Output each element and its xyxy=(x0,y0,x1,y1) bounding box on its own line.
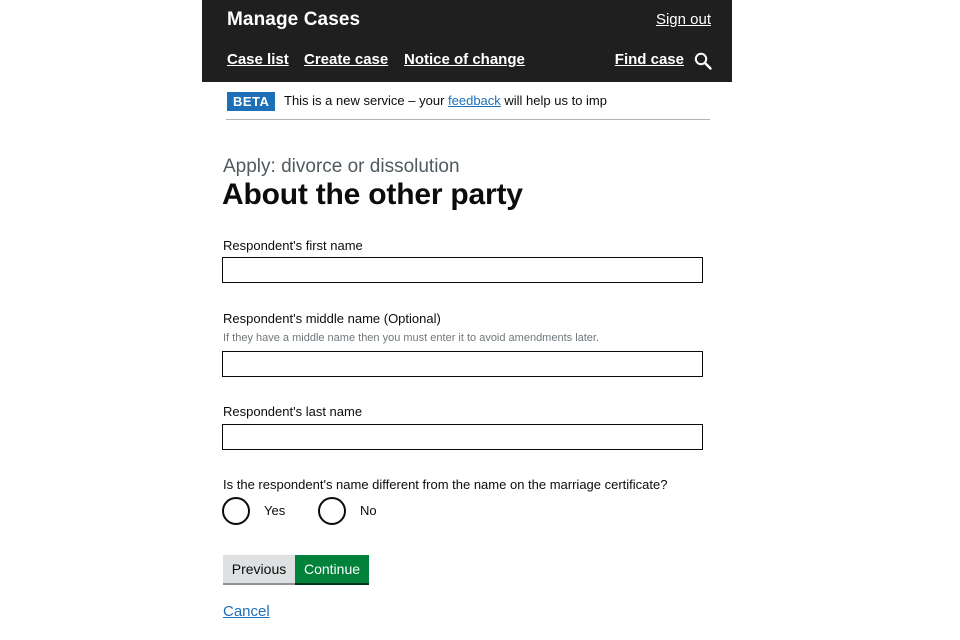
app-title: Manage Cases xyxy=(227,9,361,30)
middle-name-label: Respondent's middle name (Optional) xyxy=(223,311,441,326)
page-title: About the other party xyxy=(222,178,523,211)
first-name-label: Respondent's first name xyxy=(223,238,363,253)
nav-notice-of-change[interactable]: Notice of change xyxy=(404,51,525,68)
continue-button[interactable]: Continue xyxy=(295,555,369,583)
search-icon[interactable] xyxy=(694,52,712,70)
name-different-question: Is the respondent's name different from the name on the marriage certificate? xyxy=(223,477,668,492)
last-name-label: Respondent's last name xyxy=(223,404,363,419)
feedback-link[interactable]: feedback xyxy=(448,93,501,108)
cancel-link[interactable]: Cancel xyxy=(223,603,270,620)
beta-tag: BETA xyxy=(227,92,275,111)
radio-yes[interactable] xyxy=(222,497,250,525)
last-name-input[interactable] xyxy=(222,424,703,450)
find-case-link[interactable]: Find case xyxy=(614,51,684,68)
phase-banner xyxy=(226,89,710,120)
middle-name-hint: If they have a middle name then you must enter it to avoid amendments later. xyxy=(223,332,600,344)
previous-button[interactable]: Previous xyxy=(223,555,295,583)
nav-create-case[interactable]: Create case xyxy=(304,51,389,68)
radio-yes-label[interactable]: Yes xyxy=(264,503,286,518)
beta-text-before: This is a new service – your xyxy=(284,93,449,108)
first-name-input[interactable] xyxy=(222,257,703,283)
radio-no[interactable] xyxy=(318,497,346,525)
radio-no-label[interactable]: No xyxy=(360,503,377,518)
app-header xyxy=(202,0,732,82)
middle-name-input[interactable] xyxy=(222,351,703,377)
nav-case-list[interactable]: Case list xyxy=(227,51,289,68)
sign-out-link[interactable]: Sign out xyxy=(655,11,711,28)
beta-text-after: will help us to imp xyxy=(500,93,607,108)
page-caption: Apply: divorce or dissolution xyxy=(223,156,460,177)
beta-banner-text xyxy=(284,93,607,108)
